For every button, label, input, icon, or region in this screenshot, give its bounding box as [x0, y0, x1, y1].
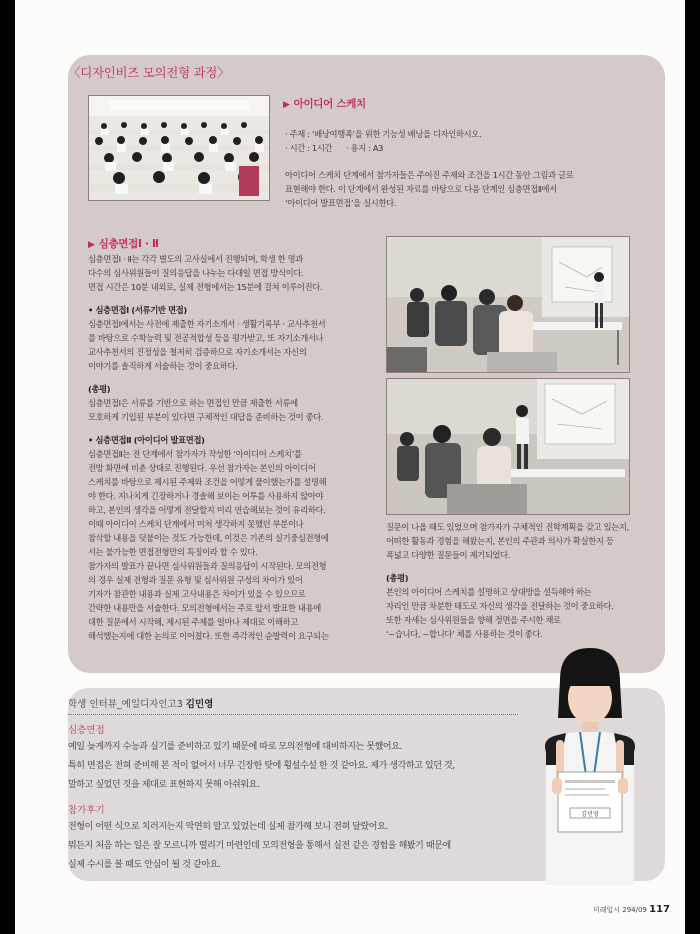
interview-answer-2: 전형이 어떤 식으로 치러지는지 막연히 알고 있었는데 실제 참가해 보니 전혀 달랐어요. 뭐든지 처음 하는 일은 잘 모르니까 떨리기 마련인데 모의전형을 통해서 실전 같은 경험을 해봤기 때문에 실제 수시를 볼 때도 안심이 될 것 같아요. [68, 822, 451, 871]
student-interview-header: 학생 인터뷰_예일디자인고3 김민영 [68, 699, 214, 710]
review-label-2: (총평) [386, 573, 409, 583]
student-name: 김민영 [185, 699, 214, 710]
review-label: (총평) [88, 384, 111, 394]
page-number: 117 [649, 904, 670, 915]
interview-part1-title: • 심층면접Ⅰ (서류기반 면접) [88, 305, 187, 315]
idea-time-paper: · 시간 : 1시간 · 용지 : A3 [285, 143, 384, 153]
student-portrait [520, 640, 655, 885]
idea-paragraph: 아이디어 스케치 단계에서 참가자들은 주어진 주제와 조건을 1시간 동안 그림과 글로 표현해야 한다. 이 단계에서 완성된 자료를 바탕으로 다음 단계인 심층면접Ⅱ에서 ‘아이디어 발표면접’을 실시한다. [285, 170, 574, 208]
interview-label-1: 심층면접 [68, 725, 105, 736]
magazine-name: 미래입시 294/09 [592, 906, 647, 914]
page-footer [593, 904, 670, 915]
classroom-photo [88, 95, 270, 201]
section-title: 〈디자인비즈 모의전형 과정〉 [68, 65, 230, 80]
badge-name: 김민영 [581, 811, 599, 818]
interview-photo-2 [386, 378, 630, 515]
interview-label-2: 참가후기 [68, 805, 105, 816]
interview-photo-1 [386, 236, 630, 373]
dotted-divider [68, 714, 518, 715]
interview-answer-1: 예일 늦게까지 수능과 실기를 준비하고 있기 때문에 따로 모의전형에 대비하지는 못했어요. 특히 면접은 전혀 준비해 본 적이 없어서 너무 긴장한 탓에 횡설수설 한 것 같아요. 제가 생각하고 있던 것, 말하고 싶었던 것을 제대로 표현하지 못해 아쉬워요. [68, 742, 455, 791]
interview-right-column: 질문이 나올 때도 있었으며 참가자가 구체적인 진학계획을 갖고 있는지, 어떠한 활동과 경험을 해왔는지, 본인의 주관과 의사가 확실한지 등 폭넓고 다양한 질문들이 제기되었다. (총평) 본인의 아이디어 스케치를 설명하고 상대방을 설득해야 하는 자리인 만큼 차분한 태도로 자신의 생각을 전달하는 것이 중요하다. 또한 자세는 심사위원들을 향해 정면을 주시한 채로 ‘~습니다, ~합니다’ 체를 사용하는 것이 좋다. [386, 520, 648, 641]
idea-conditions [285, 127, 635, 155]
interview-heading: ▶ 심층면접Ⅰ · Ⅱ [88, 238, 159, 250]
triangle-bullet-icon: ▶ [283, 100, 290, 110]
idea-topic: · 주제 : ‘배낭여행족’을 위한 기능성 배낭을 디자인하시오. [285, 129, 482, 139]
triangle-bullet-icon: ▶ [88, 240, 95, 250]
interview-left-column: 심층면접Ⅰ · Ⅱ는 각각 별도의 고사실에서 진행되며, 학생 한 명과 다수의 심사위원들이 질의응답을 나누는 다대일 면접 방식이다. 면접 시간은 10분 내외로, 실제 전형에서는 15분에 걸쳐 이루어진다. • 심층면접Ⅰ (서류기반 면접) 심층면접Ⅰ에서는 사전에 제출한 자기소개서 · 생활기록부 · 교사추천서 를 바탕으로 수학능력 및 전공적합성 등을 평가받고, 또 자기소개서나 교사추천서의 진정성을 철저히 검증하므로 자기소개서는 자신의 이야기를 솔직하게 서술하는 것이 중요하다. (총평) 심층면접Ⅰ은 서류를 기반으로 하는 면접인 만큼 제출한 서류에 모호하게 기입된 부분이 있다면 구체적인 대답을 준비하는 것이 좋다. • 심층면접Ⅱ (아이디어 발표면접) 심층면접Ⅱ는 전 단계에서 참가자가 작성한 ‘아이디어 스케치’를 전방 화면에 비춘 상태로 진행된다. 우선 참가자는 본인의 아이디어 스케치를 바탕으로 제시된 주제와 조건을 어떻게 풀이했는가를 설명해 야 한다. 지나치게 긴장하거나 경솔해 보이는 어투를 사용하지 않아야 하고, 본인의 생각을 어떻게 전달할지 미리 연습해보는 것이 유리하다. 이때 아이디어 스케치 단계에서 미처 생각하지 못했던 부분이나 참삭할 내용을 덧붙이는 것도 가능한데, 이것은 기존의 실기중심전형에 서는 불가능한 면접전형만의 특징이라 할 수 있다. 참가자의 발표가 끝나면 심사위원들과 질의응답이 시작된다. 모의전형 의 경우 실제 전형과 질문 유형 및 심사위원 구성의 차이가 있어 기자가 참관한 내용과 실제 고사내용은 차이가 있을 수 있으므로 간략한 내용만을 서술한다. 모의전형에서는 주로 앞서 발표한 내용에 대한 질문에서 시작해, 제시된 주제를 얼마나 제대로 이해하고 해석했는지에 대한 논의로 이어졌다. 또한 즉각적인 순발력이 요구되는 [88, 252, 378, 643]
interview-part2-title: • 심층면접Ⅱ (아이디어 발표면접) [88, 435, 205, 445]
idea-sketch-heading: ▶ 아이디어 스케치 [283, 98, 366, 110]
